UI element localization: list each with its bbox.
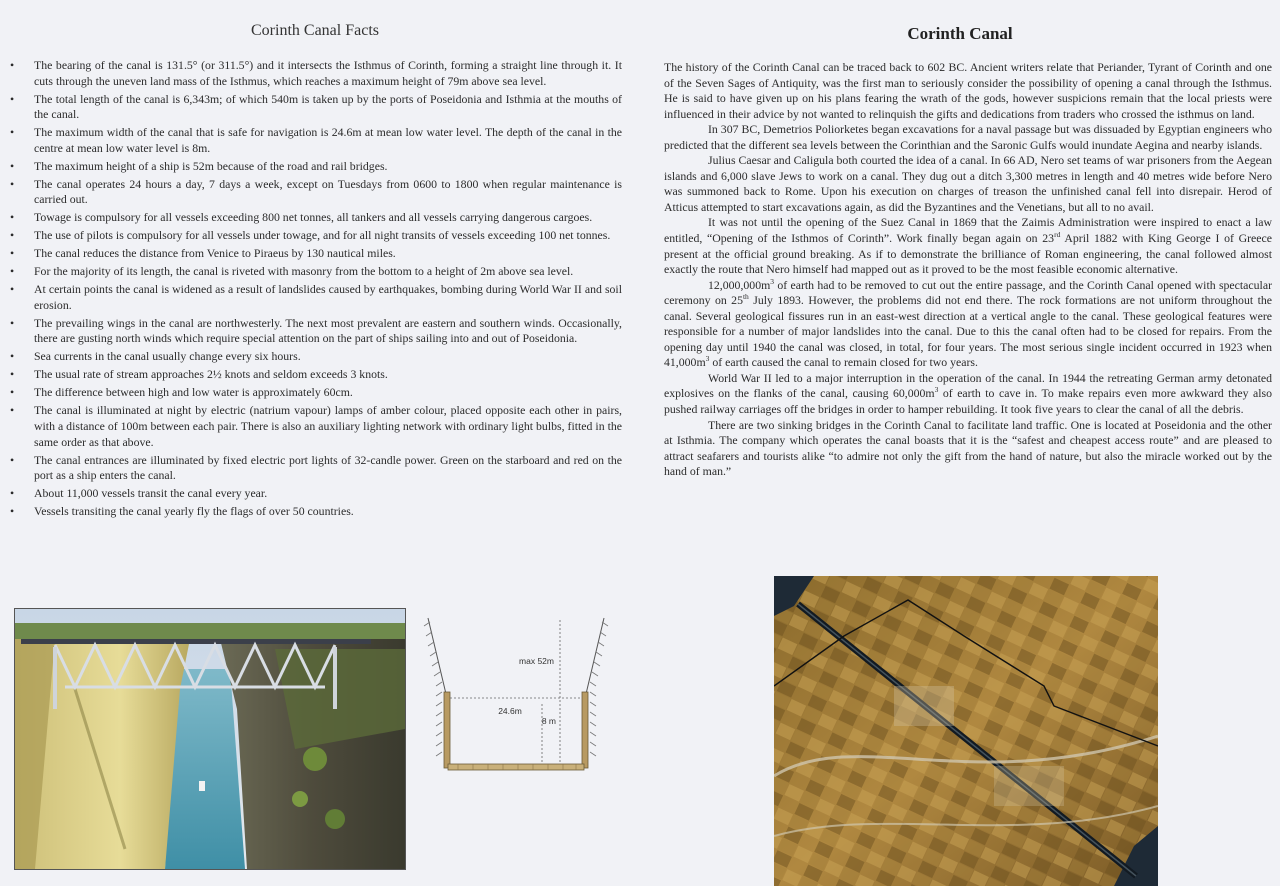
history-paragraph: The history of the Corinth Canal can be traced back to 602 BC. Ancient writers relate that Periander, Tyrant of Corinth and one of the Seven Sages of Antiquity, was the first man to seriously consider the possibility of opening a canal through the Isthmus. He is said to have given up on his plans fearing the wrath of the gods, however suspicions remain that the local priests were influenced in their advice by not wanted to relinquish the gifts and dedications from traders who crossed the isthmus on land. <box>664 60 1272 121</box>
fact-item: • The maximum width of the canal that is safe for navigation is 24.6m at mean low water level. The depth of the canal in the centre at mean low water level is 8m. <box>10 125 622 156</box>
canal-cross-section-diagram <box>418 612 614 784</box>
depth-label: 8 m <box>541 716 556 726</box>
right-page <box>640 0 1280 886</box>
aerial-photo <box>774 576 1158 886</box>
history-paragraph: Julius Caesar and Caligula both courted the idea of a canal. In 66 AD, Nero set teams of war prisoners from the Aegean islands and 6,000 slave Jews to work on a canal. They dug out a ditch 3,300 metres in length and 40 metres wide before Nero was summoned back to Rome. Upon his execution on charges of treason the unfinished canal fell into disrepair. Herod of Atticus attempted to start excavations again, as did the Byzantines and the Venetians, but all to no avail. <box>664 153 1272 214</box>
fact-item: • The maximum height of a ship is 52m because of the road and rail bridges. <box>10 159 622 175</box>
fact-item: • The usual rate of stream approaches 2½ knots and seldom exceeds 3 knots. <box>10 367 622 383</box>
fact-item: • For the majority of its length, the canal is riveted with masonry from the bottom to a height of 2m above sea level. <box>10 264 622 280</box>
width-label: 24.6m <box>498 706 522 716</box>
history-title: Corinth Canal <box>907 24 1013 43</box>
history-paragraph: World War II led to a major interruption in the operation of the canal. In 1944 the retreating German army detonated explosives on the flanks of the canal, causing $60,000m^3$ of earth to cave in. To make repairs even more awkward they also pushed railway carriages off the bridges in order to hamper rebuilding. It took five years to clear the canal of all the debris. <box>664 370 1272 417</box>
history-paragraph: In 307 BC, Demetrios Poliorketes began excavations for a naval passage but was dissuaded by Egyptian engineers who predicted that the different sea levels between the Corinthian and the Saronic Gulfs would inundate Aegina and nearby islands. <box>664 122 1272 152</box>
fact-item: • The total length of the canal is 6,343m; of which 540m is taken up by the ports of Poseidonia and Isthmia at the mouths of the canal. <box>10 92 622 123</box>
fact-item: • The canal entrances are illuminated by fixed electric port lights of 32-candle power. Green on the starboard and red on the port as a ship enters the canal. <box>10 453 622 484</box>
aerial-photo-illustration <box>774 576 1158 886</box>
history-text <box>664 60 1272 480</box>
facts-list <box>10 58 622 522</box>
history-paragraph: $12,000,000m^3$ of earth had to be removed to cut out the entire passage, and the Corinth Canal opened with spectacular ceremony on 25th July 1893. However, the problems did not end there. The rock formations are not uniform throughout the canal. Several geological fissures run in an east-west direction at a vertical angle to the canal. These geological features were responsible for a number of major landslides into the canal. Due to this the canal often had to be closed for repairs. From the opening day until 1940 the canal was closed, in total, for four years. The most serious single incident occurred in 1923 when $41,000m^3$ of earth caused the canal to remain closed for two years. <box>664 276 1272 370</box>
fact-item: • Sea currents in the canal usually change every six hours. <box>10 349 622 365</box>
fact-item: • The prevailing wings in the canal are northwesterly. The next most prevalent are eastern and southern winds. Occasionally, there are gusting north winds which require special attention on the part of ships sailing into and out of Poseidonia. <box>10 316 622 347</box>
max-height-label: max 52m <box>519 656 554 666</box>
history-paragraph: It was not until the opening of the Suez Canal in 1869 that the Zaimis Administration were inspired to enact a law entitled, “Opening of the Isthmos of Corinth”. Work finally began again on 23rd April 1882 with King George I of Greece present at the official ground breaking. As if to demonstrate the brilliance of Roman engineering, the canal followed almost exactly the route that Nero himself had mapped out as it proved to be the most feasible economic alternative. <box>664 215 1273 277</box>
fact-item: • The canal is illuminated at night by electric (natrium vapour) lamps of amber colour, placed opposite each other in pairs, with a distance of 100m between each pair. There is also an auxiliary lighting network with ordinary light bulbs, fitted in the same order as that above. <box>10 403 622 450</box>
history-paragraph: There are two sinking bridges in the Corinth Canal to facilitate land traffic. One is located at Poseidonia and the other at Isthmia. The company which operates the canal boasts that it is the “safest and cheapest access route” and are pleased to attract seafarers and tourists alike “to admire not only the gift from the hand of nature, but also the miracle worked out by the hand of man.” <box>664 417 1272 479</box>
canal-photo-illustration <box>15 609 405 869</box>
fact-item: • At certain points the canal is widened as a result of landslides caused by earthquakes, bombing during World War II and soil erosion. <box>10 282 622 313</box>
fact-item: • The bearing of the canal is 131.5° (or 311.5°) and it intersects the Isthmus of Corinth, forming a straight line through it. It cuts through the uneven land mass of the Isthmus, which reaches a maximum height of 79m above sea level. <box>10 58 622 89</box>
canal-bridge-photo <box>14 608 406 870</box>
facts-title: Corinth Canal Facts <box>251 22 379 39</box>
fact-item: • The canal reduces the distance from Venice to Piraeus by 130 nautical miles. <box>10 246 622 262</box>
fact-item: • Vessels transiting the canal yearly fly the flags of over 50 countries. <box>10 504 622 520</box>
fact-item: • The canal operates 24 hours a day, 7 days a week, except on Tuesdays from 0600 to 1800 when regular maintenance is carried out. <box>10 177 622 208</box>
fact-item: • The use of pilots is compulsory for all vessels under towage, and for all night transits of vessels exceeding 100 net tonnes. <box>10 228 622 244</box>
fact-item: • The difference between high and low water is approximately 60cm. <box>10 385 622 401</box>
cross-section-drawing <box>418 612 614 784</box>
fact-item: • Towage is compulsory for all vessels exceeding 800 net tonnes, all tankers and all vessels carrying dangerous cargoes. <box>10 210 622 226</box>
fact-item: • About 11,000 vessels transit the canal every year. <box>10 486 622 502</box>
